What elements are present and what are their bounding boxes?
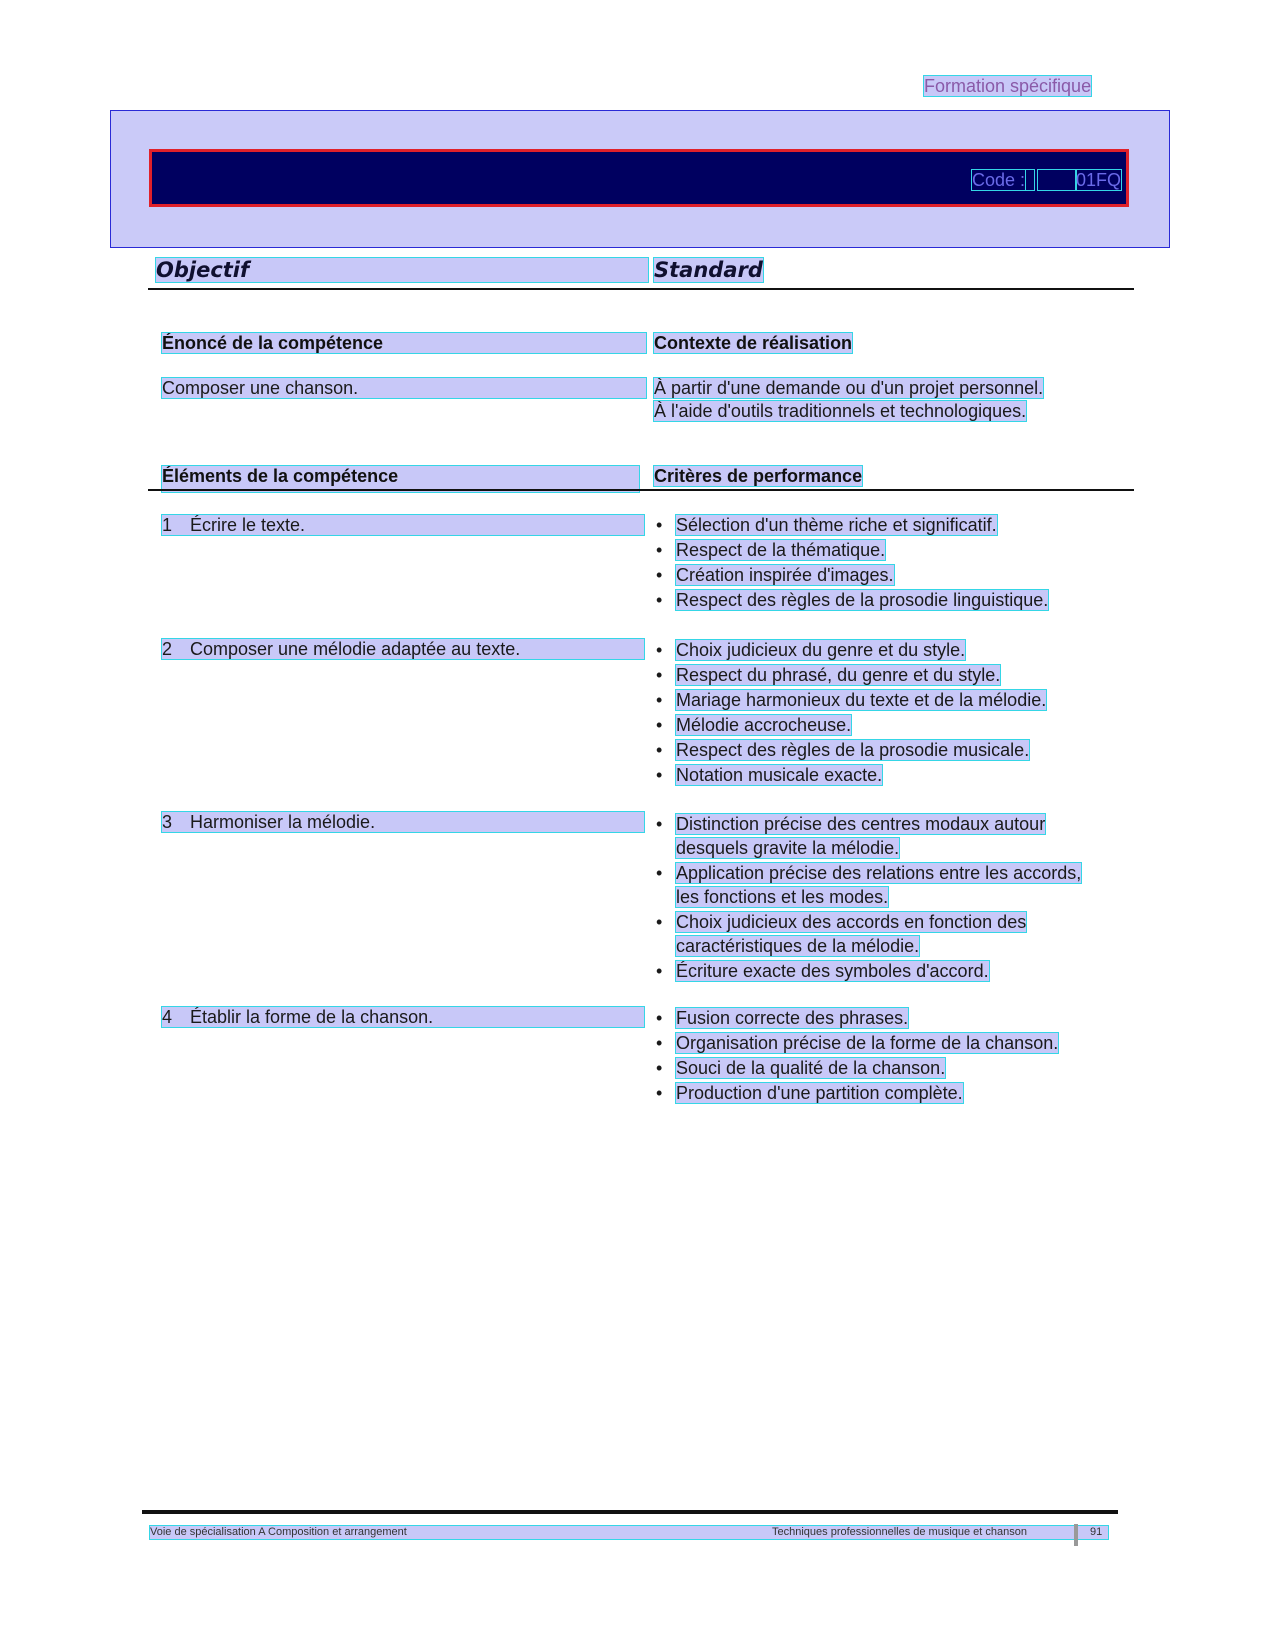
criterion-item: • Notation musicale exacte. — [656, 765, 883, 785]
enonce-heading: Énoncé de la compétence — [162, 333, 646, 353]
element-item-3 — [162, 812, 644, 832]
element-text: Écrire le texte. — [190, 515, 306, 535]
bullet-icon: • — [656, 912, 663, 932]
bullet-icon: • — [656, 640, 663, 660]
page-footer — [150, 1526, 1108, 1539]
code-label: Code : — [972, 170, 1026, 190]
criteria-list-2 — [654, 638, 1114, 788]
criterion-item: • Application précise des relations entre les accords, les fonctions et les modes. — [656, 863, 1082, 907]
footer-rule — [142, 1510, 1118, 1514]
element-text: Établir la forme de la chanson. — [190, 1007, 434, 1027]
criteria-list-3 — [654, 812, 1100, 984]
criterion-item: • Respect des règles de la prosodie linguistique. — [656, 590, 1049, 610]
bullet-icon: • — [656, 665, 663, 685]
element-number: 4 — [162, 1007, 173, 1027]
criteres-heading: Critères de performance — [654, 466, 863, 486]
bullet-icon: • — [656, 1008, 663, 1028]
bullet-icon: • — [656, 961, 663, 981]
title-banner — [110, 110, 1170, 248]
criterion-item: • Respect du phrasé, du genre et du style. — [656, 665, 1001, 685]
code-spacer — [1038, 170, 1076, 190]
criterion-item: • Sélection d'un thème riche et significatif. — [656, 515, 997, 535]
criterion-item: • Organisation précise de la forme de la chanson. — [656, 1033, 1059, 1053]
criterion-item: • Fusion correcte des phrases. — [656, 1008, 909, 1028]
element-number: 2 — [162, 639, 173, 659]
bullet-icon: • — [656, 540, 663, 560]
criterion-item: • Production d'une partition complète. — [656, 1083, 963, 1103]
contexte-line-1: À partir d'une demande ou d'un projet personnel. — [654, 378, 1044, 398]
bullet-icon: • — [656, 690, 663, 710]
element-number: 3 — [162, 812, 173, 832]
criteria-list-1 — [654, 513, 1114, 613]
bullet-icon: • — [656, 715, 663, 735]
standard-heading: Standard — [654, 258, 763, 282]
title-banner-inner — [149, 149, 1129, 207]
page-number: 91 — [1090, 1526, 1103, 1538]
criterion-item: • Choix judicieux des accords en fonction des caractéristiques de la mélodie. — [656, 912, 1027, 956]
contexte-line-2: À l'aide d'outils traditionnels et technologiques. — [654, 401, 1027, 421]
criterion-item: • Souci de la qualité de la chanson. — [656, 1058, 946, 1078]
element-number: 1 — [162, 515, 173, 535]
bullet-icon: • — [656, 863, 663, 883]
contexte-heading: Contexte de réalisation — [654, 333, 853, 353]
criterion-item: • Mariage harmonieux du texte et de la mélodie. — [656, 690, 1047, 710]
criterion-item: • Écriture exacte des symboles d'accord. — [656, 961, 989, 981]
bullet-icon: • — [656, 814, 663, 834]
elements-heading: Éléments de la compétence — [162, 466, 639, 492]
criterion-item: • Choix judicieux du genre et du style. — [656, 640, 966, 660]
elements-rule — [148, 489, 1134, 491]
enonce-text: Composer une chanson. — [162, 378, 646, 398]
bullet-icon: • — [656, 765, 663, 785]
criterion-item: • Création inspirée d'images. — [656, 565, 894, 585]
header-rule — [148, 288, 1134, 290]
page-section-label: Formation spécifique — [924, 76, 1092, 96]
code-separator — [1026, 170, 1034, 190]
element-text: Composer une mélodie adaptée au texte. — [190, 639, 521, 659]
bullet-icon: • — [656, 740, 663, 760]
criterion-item: • Respect de la thématique. — [656, 540, 886, 560]
objectif-heading: Objectif — [156, 258, 648, 282]
footer-marker — [1074, 1524, 1078, 1546]
criterion-item: • Respect des règles de la prosodie musicale. — [656, 740, 1030, 760]
bullet-icon: • — [656, 515, 663, 535]
criterion-item: • Mélodie accrocheuse. — [656, 715, 852, 735]
criteria-list-4 — [654, 1006, 1114, 1106]
code-value: 01FQ — [1076, 170, 1122, 190]
footer-title-label: Techniques professionnelles de musique et chanson — [772, 1526, 1027, 1538]
bullet-icon: • — [656, 590, 663, 610]
bullet-icon: • — [656, 565, 663, 585]
element-item-2 — [162, 639, 644, 659]
criterion-item: • Distinction précise des centres modaux autour desquels gravite la mélodie. — [656, 814, 1046, 858]
bullet-icon: • — [656, 1033, 663, 1053]
element-item-4 — [162, 1007, 644, 1027]
element-item-1 — [162, 515, 644, 535]
bullet-icon: • — [656, 1083, 663, 1103]
element-text: Harmoniser la mélodie. — [190, 812, 376, 832]
bullet-icon: • — [656, 1058, 663, 1078]
footer-program-label: Voie de spécialisation A Composition et arrangement — [150, 1526, 407, 1538]
